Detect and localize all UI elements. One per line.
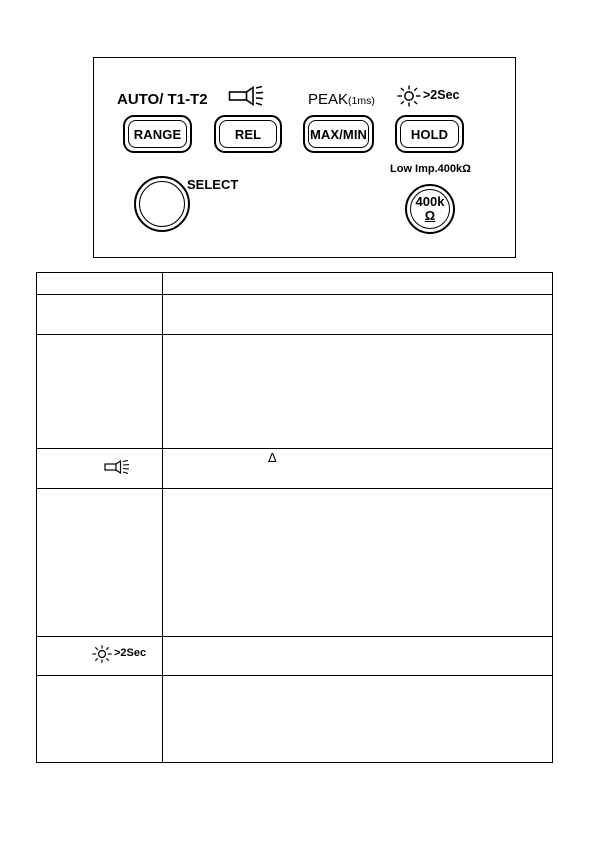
low-imp-button-line1: 400k: [415, 194, 445, 210]
function-table: [36, 272, 553, 763]
table-row-divider: [37, 334, 552, 335]
table-row-divider: [37, 294, 552, 295]
table-column-divider: [162, 273, 163, 762]
rel-button[interactable]: [214, 115, 282, 153]
delta-symbol: Δ: [268, 450, 277, 465]
select-label: SELECT: [187, 177, 239, 192]
range-button-label: RANGE: [128, 120, 187, 148]
peak-label: PEAK(1ms): [308, 91, 375, 108]
auto-t1-t2-label: AUTO/ T1-T2: [117, 91, 208, 108]
max-min-button[interactable]: [303, 115, 374, 153]
flashlight-icon: [228, 86, 268, 108]
table-flashlight-icon: [104, 460, 132, 475]
table-sun-icon: [92, 644, 112, 664]
select-button[interactable]: [134, 176, 190, 232]
table-row-divider: [37, 636, 552, 637]
backlight-2sec-label: >2Sec: [423, 88, 460, 102]
low-imp-label: Low Imp.400kΩ: [390, 163, 471, 175]
low-imp-button-face: [410, 189, 450, 229]
range-button[interactable]: [123, 115, 192, 153]
max-min-button-label: MAX/MIN: [308, 120, 369, 148]
table-2sec-label: >2Sec: [114, 647, 147, 659]
hold-button[interactable]: [395, 115, 464, 153]
low-imp-button-line2: Ω: [424, 208, 436, 223]
sun-icon: [397, 85, 421, 107]
round-button-icon: [139, 181, 185, 227]
peak-unit: (1ms): [348, 95, 375, 107]
low-imp-button[interactable]: [405, 184, 455, 234]
button-panel: [93, 57, 516, 258]
table-row-divider: [37, 675, 552, 676]
table-row-divider: [37, 488, 552, 489]
table-row-divider: [37, 448, 552, 449]
rel-button-label: REL: [219, 120, 277, 148]
hold-button-label: HOLD: [400, 120, 459, 148]
